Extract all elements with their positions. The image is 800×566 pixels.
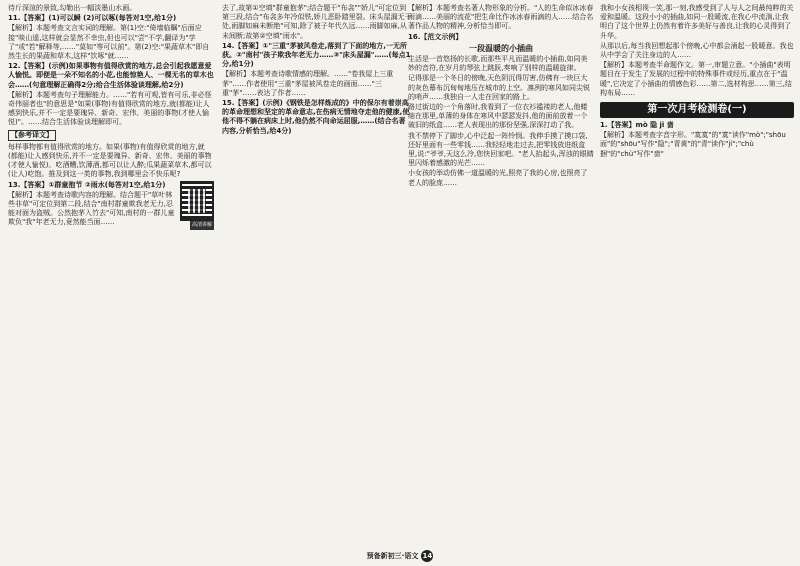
answer-12: 12.【答案】(示例)如果事物有值得欣赏的地方,总会引起我愿意爱人愉悦。即便是一朵不知名的小花,也能惊艳人、一棵无名的草木也会……(句意理解正确得2分;给合生活体验谈理解,给2分) bbox=[8, 62, 214, 89]
answer-11: 11.【答案】(1)可以瞬 (2)可以啄(每答对1空,给1分) bbox=[8, 14, 177, 23]
answer-13: 13.【答案】①群童抱节 ②雨水(每答对1空,给1分) bbox=[8, 180, 166, 189]
column-1 bbox=[8, 4, 214, 544]
footer-text: 预备新初三·语文 bbox=[366, 552, 419, 560]
answer-16: 16.【范文示例】 bbox=[408, 32, 463, 41]
translation-text: 每样事物都有值得欣赏的地方。如果(事物)有值得欣赏的地方,就(都能)让人感到快乐,并不一定是要瑰异、新奇、宏伟、美丽的事物(才使人愉悦)。吃酒糟,饮薄酒,都可以让人醉;瓜果蔬菜草木,都可以(让人)吃饱。推及到这一类的事物,我到哪里会不快乐呢? bbox=[8, 142, 212, 179]
analysis-12: 【解析】本题考查句子理解能力。……"若有可观,皆有可乐,非必怪奇伟丽者也"的意思是"如果(事物)有值得欣赏的地方,就(都能)让人感到快乐,并不一定是要瑰异、新奇、宏伟、美丽的事物(才使人愉悦)"。……结合生活体验谈理解即可。 bbox=[8, 90, 212, 127]
section-banner: 第一次月考检测卷(一) bbox=[600, 102, 794, 118]
paragraph: 去了,故第①空填"群童抱茅";结合题干"布衾""娇儿"可定位到第三段,结合"布衾多年冷似铁,娇儿恶卧踏里裂。床头屋漏无干处,雨脚如麻未断绝"可知,除了被子年代久远……雨脚如麻,从未间断;故第②空填"雨水"。 bbox=[222, 4, 412, 40]
essay-paragraph: 生活是一首悠扬的长歌,而那些平凡而温暖的小插曲,如同美妙的音符,在岁月的琴弦上跳跃,奏响了别样的温暖旋律。 bbox=[408, 55, 588, 73]
essay-paragraph: 路过街边的一个角落时,我看到了一位衣衫褴褛的老人,他蜷缩在那里,单薄的身体在寒风中瑟瑟发抖,他的面前放着一个破旧的纸盒……老人表现出的那份坚强,深深打动了我。 bbox=[408, 103, 588, 130]
paragraph: 待斤深渲的景致,勾勒出一幅淡墨山水画。 bbox=[8, 4, 137, 12]
column-4 bbox=[600, 4, 794, 544]
essay-paragraph: 小女孩的举动仿佛一道温暖的光,照亮了我的心房,也照亮了老人的脸庞…… bbox=[408, 169, 588, 187]
analysis-15: 【解析】本题考查名著人物形象的分析。"人的生命似冰冰春雨滴……美丽的流花"把生命比作冰冰春雨滴的人……结合名著作品人物的精神,分析恰当即可。 bbox=[408, 4, 594, 31]
page-number: 14 bbox=[422, 552, 433, 560]
column-2 bbox=[222, 4, 412, 544]
essay-paragraph: 从那以后,每当我回想起那个傍晚,心中都会涌起一股暖意。我也从中学会了关注身边的人…… bbox=[600, 41, 794, 60]
page-footer bbox=[0, 550, 800, 562]
answer-1: 1.【答案】mò 隐 ji 啬 bbox=[600, 121, 674, 130]
analysis-16: 【解析】本题考查半命题作文。第一,审题立意。"小插曲"表明题目在于发生了发展的过程中的特殊事件或经历,重点在于"温暖",它决定了小插曲的情感色彩……第二,选材构思……第三,结构布局…… bbox=[600, 61, 792, 97]
essay-paragraph: 记得那是一个冬日的傍晚,天色阴沉得厉害,仿佛有一块巨大的灰色幕布沉甸甸地压在城市的上空。凛冽的寒风如同尖锐的哨声……我独自一人走在回家的路上。 bbox=[408, 74, 590, 101]
analysis-13: 【解析】本题考查诗歌内容的理解。结合题干"草叶林些非草"可定位到第二段,结合"南村群童欺我老无力,忍能对面为盗贼。公然抱茅入竹去"可知,南村的一群儿童欺负"我"年老无力,竟然能当面…… bbox=[8, 190, 175, 227]
essay-paragraph: 我和小女孩相视一笑,那一刻,我感受到了人与人之间最纯粹的关爱和温暖。这段小小的插曲,如同一股暖流,在我心中流淌,让我明白了这个世界上仍然有着许多美好与善良,让我的心灵得到了升华。 bbox=[600, 4, 794, 40]
analysis-1: 【解析】本题考查字音字形。"寞寞"的"寞"读作"mò";"shōu 面"的"shōu"写作"隐";"青黄"的"青"读作"jí";"chù 捆"的"chù"写作"啬" bbox=[600, 131, 786, 158]
answer-14: 14.【答案】①"三重"茅被风卷走,落到了下面的地方,一无所获。②"南村"孩子欺我年老无力……③"床头屋漏"……(每点1分,给1分) bbox=[222, 41, 411, 69]
essay-title: 一段温暖的小插曲 bbox=[469, 43, 533, 53]
analysis-14: 【解析】本题考查诗歌情感的理解。……"卷我屋上三重茅"……作者使用"三重"茅屋被风卷走的画面……"三重"茅"……表达了作者…… bbox=[222, 70, 394, 97]
answer-15: 15.【答案】(示例)《钢铁是怎样炼成的》中的保尔有着崇高的革命理想和坚定的革命意志,在伤病无情地夺走他的健康,使他不得不躺在病床上时,他仍然不向命运屈服,……(结合名著内容,分析恰当,给4分) bbox=[222, 99, 410, 135]
essay-paragraph: 我不禁停下了脚步,心中泛起一阵怜悯。我伸手摸了摸口袋,还好里面有一些零钱……我轻轻地走过去,把零钱放进纸盒里,说:"爷爷,天这么冷,您快回家吧。"老人抬起头,浑浊的眼睛里闪烁着感激的光芒…… bbox=[408, 131, 594, 168]
analysis-11: 【解析】本题考查文言实词的理解。第(1)空:"倚墙临瞩"后面应接"啖山遥,这样就会显然不幸虫,但也可以"尝"不学,翻译为"学了"或"若"解释等,……"莫如"等可以前"。第(2)空:"果蔬草木"即自然生长的果蔬和草木,这样"饮啄"就…… bbox=[8, 24, 210, 61]
qr-code-icon[interactable] bbox=[180, 181, 214, 221]
column-3 bbox=[408, 4, 594, 544]
reference-translation-label: 【参考译文】 bbox=[8, 130, 56, 141]
qr-label: 高清讲解 bbox=[190, 221, 214, 230]
